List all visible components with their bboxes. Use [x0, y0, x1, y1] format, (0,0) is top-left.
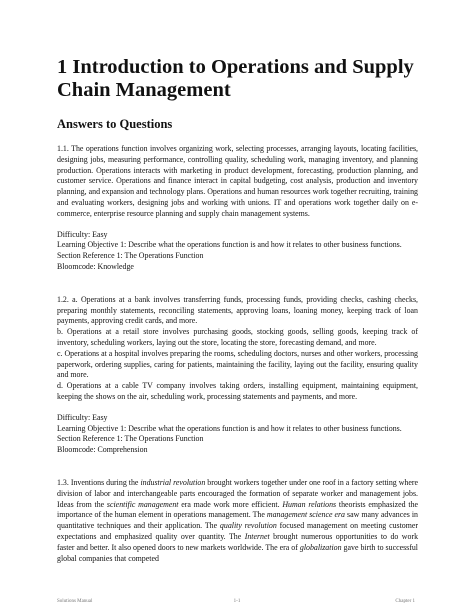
learning-objective: Learning Objective 1: Describe what the operations function is and how it relates to other business functions.	[57, 240, 402, 250]
answer-1-3-text	[57, 478, 418, 564]
text-run: theorists emphasized the importance of the human element in operations management. The	[57, 499, 419, 520]
italic-term: Human relations	[282, 499, 337, 509]
learning-objective: Learning Objective 1: Describe what the operations function is and how it relates to other business functions.	[57, 423, 402, 433]
italic-term: industrial revolution	[140, 477, 206, 487]
bloomcode-label: Bloomcode: Comprehension	[57, 445, 148, 455]
footer-left: Solutions Manual	[57, 599, 93, 604]
answer-1-2-metadata	[57, 413, 418, 456]
page-content	[57, 56, 418, 564]
answer-1-1-text: 1.1. The operations function involves organizing work, selecting processes, arranging layouts, locating facilities, designing jobs, measuring performance, controlling quality, scheduling work, managing inventory, and planning production. Operations interacts with marketing in product development, forecasting, production planning, and customer service. Operations and finance interact in capital budgeting, cost analysis, production and inventory planning, and expansion and technology plans. Operations and human resources work together recruiting, training and evaluating workers, designing jobs and working with unions. IT and operations work together daily on e-commerce, enterprise resource planning and supply chain management systems.	[57, 144, 418, 218]
text-run: focused management on meeting customer expectations and emphasized quality over quantity. The	[57, 521, 418, 541]
section-heading: Answers to Questions	[57, 117, 173, 131]
footer-right: Chapter 1	[395, 599, 415, 604]
text-run: era made work more efficient.	[178, 499, 283, 509]
page-footer	[57, 598, 418, 604]
answer-1-2b-text: b. Operations at a retail store involves purchasing goods, stocking goods, selling goods, keeping track of inventory, scheduling workers, laying out the store, locating the store, forecasting demand, and more.	[57, 327, 418, 347]
answer-1-2a-text: 1.2. a. Operations at a bank involves transferring funds, processing funds, providing checks, cashing checks, preparing monthly statements, reconciling statements, approving loans, loaning money, keeping track of loan payments, approving credit cards, and more.	[57, 294, 418, 326]
bloomcode-label: Bloomcode: Knowledge	[57, 261, 134, 271]
answer-1-2d-text: d. Operations at a cable TV company involves taking orders, installing equipment, maintaining equipment, keeping the shows on the air, scheduling work, processing statements and payments, and more.	[57, 381, 418, 401]
spacer	[57, 273, 418, 283]
text-run: gave birth to successful global companies that competed	[57, 542, 418, 563]
italic-term: Internet	[244, 531, 270, 541]
footer-page-number: 1-1	[233, 599, 241, 604]
spacer	[57, 456, 418, 466]
answer-1-1-metadata	[57, 230, 418, 273]
italic-term: scientific management	[106, 499, 179, 509]
italic-term: management science era	[266, 510, 345, 520]
difficulty-label: Difficulty: Easy	[57, 412, 108, 422]
text-run: saw many advances in quantitative techniques and their application. The	[57, 510, 418, 531]
text-run: brought numerous opportunities to do work faster and better. It also opened doors to new markets worldwide. The era of	[57, 531, 419, 552]
section-reference: Section Reference 1: The Operations Function	[57, 251, 204, 261]
text-run: 1.3. Inventions during the	[57, 477, 141, 487]
italic-term: globalization	[299, 542, 342, 552]
italic-term: quality revolution	[219, 521, 277, 531]
section-reference: Section Reference 1: The Operations Function	[57, 434, 204, 444]
chapter-title: 1 Introduction to Operations and Supply Chain Management	[57, 56, 414, 101]
text-run: brought workers together under one roof in a factory setting where division of labor and interchangeable parts encouraged the formation of separate worker and management jobs. Ideas from the	[57, 477, 418, 509]
difficulty-label: Difficulty: Easy	[57, 229, 108, 239]
answer-1-2c-text: c. Operations at a hospital involves preparing the rooms, scheduling doctors, nurses and other workers, processing paperwork, ordering supplies, caring for patients, maintaining the facility, laying out the facility, ensuring quality and more.	[57, 348, 418, 380]
